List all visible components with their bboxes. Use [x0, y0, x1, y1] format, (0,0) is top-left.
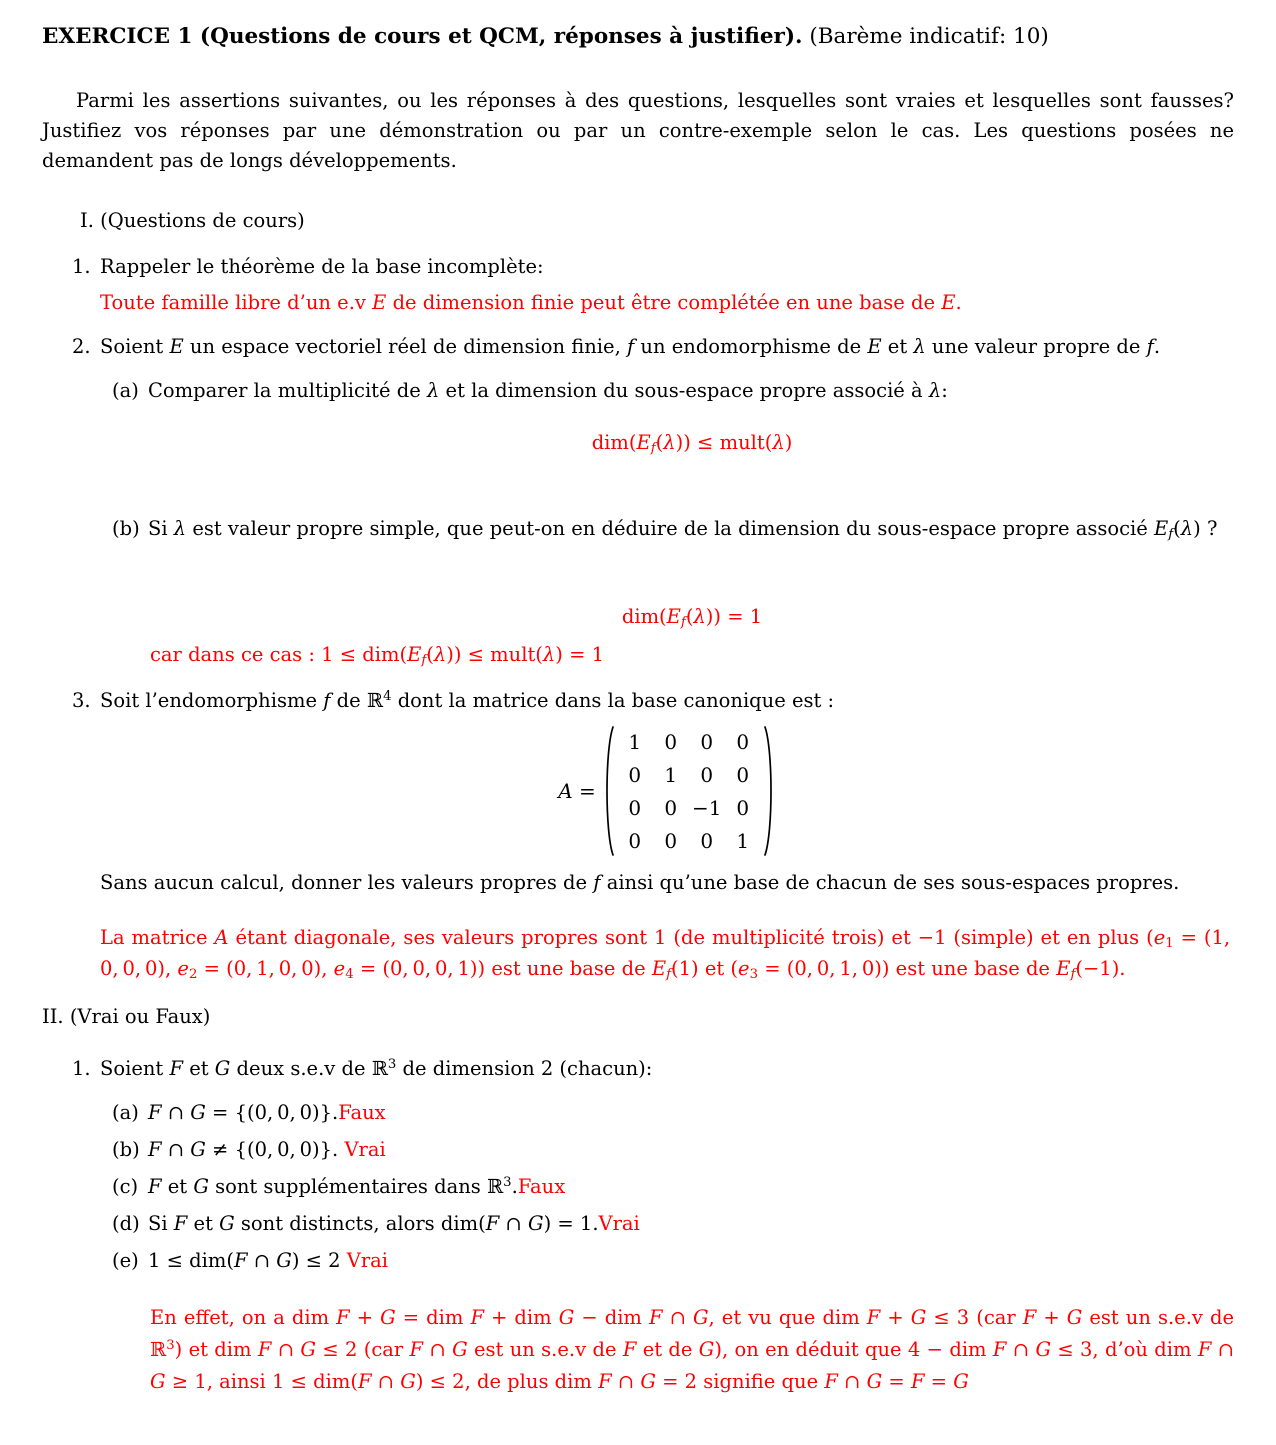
vf-item-a-statement: F ∩ G = {(0, 0, 0)}.Faux: [148, 1101, 386, 1124]
matrix-A: [558, 724, 776, 858]
vf-item-a: [112, 1098, 1234, 1128]
question-2a: [112, 376, 1234, 406]
question-1: [72, 252, 1234, 282]
intro-paragraph: Parmi les assertions suivantes, ou les réponses à des questions, lesquelles sont vraies et lesquelles sont fausses? Justifiez vos réponses par une démonstration ou par un contre-exemple selon le cas. Les questions posées ne demandent pas de longs développements.: [42, 89, 1234, 172]
question-3-followup: Sans aucun calcul, donner les valeurs propres de f ainsi qu’une base de chacun de ses sous-espaces propres.: [100, 871, 1180, 894]
vf-justification: En effet, on a dim F + G = dim F + dim G − dim F ∩ G, et vu que dim F + G ≤ 3 (car F + G est un s.e.v de ℝ$^3$) et dim F ∩ G ≤ 2 (car F ∩ G est un s.e.v de F et de G), on en déduit que 4 − dim F ∩ G ≤ 3, d’où dim F ∩ G ≥ 1, ainsi 1 ≤ dim(F ∩ G) ≤ 2, de plus dim F ∩ G = 2 signifie que F ∩ G = F = G: [150, 1306, 1235, 1393]
matrix-cell: 0: [736, 795, 750, 820]
vf-question-1-number: 1.: [72, 1057, 91, 1080]
section-2-heading: [42, 1002, 1234, 1032]
section-1-title: (Questions de cours): [100, 209, 305, 232]
vf-item-b-label: (b): [112, 1138, 140, 1161]
question-2b: [112, 514, 1234, 544]
formula-dim-leq-mult: $dim(E_f(\lambda))$ ≤ mult(λ): [591, 431, 793, 456]
matrix-right-paren: [763, 724, 776, 858]
vf-item-c-label: (c): [112, 1175, 139, 1198]
section-1-label: I.: [80, 209, 94, 232]
formula-dim-eq-1: $dim(E_f(\lambda)) = 1$: [621, 605, 763, 630]
exercise-title-bold: EXERCICE 1 (Questions de cours et QCM, réponses à justifier).: [42, 24, 803, 49]
matrix-block: [100, 724, 1234, 858]
vf-question-1-text: Soient F et G deux s.e.v de ℝ$^3$ de dimension 2 (chacun):: [100, 1057, 653, 1080]
note-car-dans-ce-cas: car dans ce cas : $1 \le dim(E_f(\lambda))$ ≤ mult(λ) = 1: [150, 643, 605, 668]
matrix-cell: 1: [664, 762, 678, 787]
question-2-number: 2.: [72, 335, 91, 358]
answer-eigenvalues: La matrice A étant diagonale, ses valeurs propres sont 1 (de multiplicité trois) et −1 (simple) et en plus ($e_1 = (1$, 0, 0, 0), $e_2 = (0$, 1, 0, 0), $e_4 = (0$, 0, 0, 1)) est une base de $E_f(1)$ et ($e_3 = (0$, 0, 1, 0)) est une base de $E_f(-1)$.: [100, 926, 1235, 982]
question-1-text: Rappeler le théorème de la base incomplète:: [100, 255, 544, 278]
matrix-cell: 0: [736, 762, 750, 787]
vf-item-d-statement: Si F et G sont distincts, alors dim(F ∩ G) = 1.Vrai: [148, 1212, 640, 1235]
vf-item-d-label: (d): [112, 1212, 140, 1235]
vf-item-e-label: (e): [112, 1249, 139, 1272]
vf-question-1: [72, 1054, 1234, 1084]
vf-item-e: [112, 1246, 1234, 1276]
question-2b-text: Si λ est valeur propre simple, que peut-on en déduire de la dimension du sous-espace propre associé $E_f(\lambda)$ ?: [148, 517, 1218, 542]
section-2-label: II.: [42, 1005, 64, 1028]
matrix-cell: 0: [628, 828, 642, 853]
question-2-text: Soient E un espace vectoriel réel de dimension finie, f un endomorphisme de E et λ une valeur propre de f.: [100, 335, 1161, 358]
section-1-heading: [80, 206, 1234, 236]
matrix-cell: 0: [736, 729, 750, 754]
exercise-title: [42, 22, 1234, 52]
vf-item-b-statement: F ∩ G ≠ {(0, 0, 0)}. Vrai: [148, 1138, 386, 1161]
vf-item-c: [112, 1172, 1234, 1202]
question-2a-text: Comparer la multiplicité de λ et la dimension du sous-espace propre associé à λ:: [148, 379, 948, 402]
question-3-number: 3.: [72, 689, 91, 712]
question-2: [72, 332, 1234, 362]
question-2b-label: (b): [112, 517, 140, 540]
answer-base-incomplete: Toute famille libre d’un e.v E de dimension finie peut être complétée en une base de E.: [100, 291, 962, 314]
exercise-title-grading: (Barème indicatif: 10): [802, 24, 1049, 49]
section-2-title: (Vrai ou Faux): [69, 1005, 211, 1028]
matrix-cell: 0: [664, 795, 678, 820]
question-2a-label: (a): [112, 379, 139, 402]
question-3-text: Soit l’endomorphisme f de ℝ$^4$ dont la matrice dans la base canonique est :: [100, 689, 835, 712]
matrix-cell: 1: [628, 729, 642, 754]
matrix-cell: 0: [700, 729, 714, 754]
matrix-cell: −1: [692, 795, 722, 820]
matrix-cell: 0: [628, 795, 642, 820]
matrix-left-paren: [602, 724, 615, 858]
matrix-cell: 0: [700, 762, 714, 787]
matrix-cell: 1: [736, 828, 750, 853]
matrix-grid: [615, 725, 763, 857]
matrix-cell: 0: [628, 762, 642, 787]
matrix-cell: 0: [700, 828, 714, 853]
vf-item-b: [112, 1135, 1234, 1165]
vf-item-d: [112, 1209, 1234, 1239]
matrix-cell: 0: [664, 828, 678, 853]
matrix-lhs: A =: [558, 779, 596, 803]
vf-item-e-statement: 1 ≤ dim(F ∩ G) ≤ 2 Vrai: [148, 1249, 389, 1272]
question-3: [72, 686, 1234, 716]
question-1-number: 1.: [72, 255, 91, 278]
vf-item-c-statement: F et G sont supplémentaires dans ℝ$^3$.Faux: [148, 1175, 566, 1198]
vf-item-a-label: (a): [112, 1101, 139, 1124]
vf-items: [42, 1098, 1234, 1276]
matrix-cell: 0: [664, 729, 678, 754]
